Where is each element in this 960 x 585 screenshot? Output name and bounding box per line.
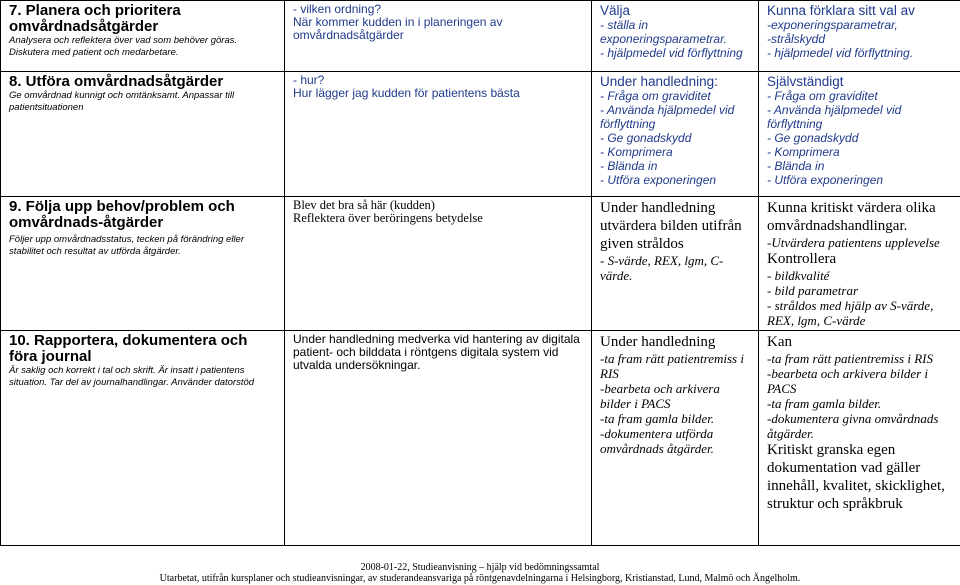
level-line: - S-värde, REX, lgm, C-värde. — [600, 253, 724, 283]
level-line: - Ge gonadskydd — [600, 131, 692, 145]
level-line: Kontrollera — [767, 251, 837, 267]
level-head: Självständigt — [767, 74, 844, 89]
level-cell — [759, 331, 960, 546]
step-cell — [1, 197, 285, 331]
level-line: - Blända in — [600, 159, 658, 173]
question-line: Under handledning medverka vid hantering av digitala patient- och bilddata i röntgens digitala system vid utvalda undersökningar. — [293, 332, 580, 372]
level-line: - Fråga om graviditet — [600, 89, 711, 103]
level-line: -ta fram gamla bilder. — [767, 396, 882, 411]
step-description: Ge omvårdnad kunnigt och omtänksamt. Anpassar till patientsituationen — [9, 90, 235, 113]
level-line: -ta fram rätt patientremiss i RIS — [767, 351, 933, 366]
level-cell — [592, 331, 759, 546]
step-title: 7. Planera och prioritera omvårdnadsåtgärder — [9, 2, 181, 35]
question-line: - hur? — [293, 73, 325, 87]
level-line: - Utföra exponeringen — [767, 173, 884, 187]
question-cell — [285, 331, 592, 546]
table-row — [1, 72, 960, 197]
step-cell — [1, 1, 285, 72]
table-row — [1, 197, 960, 331]
question-cell — [285, 1, 592, 72]
level-head: Under handledning — [600, 334, 716, 350]
level-line: -strålskydd — [767, 32, 826, 46]
level-line: - bild parametrar — [767, 283, 858, 298]
level-head: Under handledning — [600, 200, 716, 216]
step-description: Analysera och reflektera över vad som behöver göras. Diskutera med patient och medarbetare. — [9, 35, 238, 58]
level-line: - hjälpmedel vid förflyttning — [600, 46, 743, 60]
step-title: 10. Rapportera, dokumentera och föra journal — [9, 332, 248, 365]
level-cell — [759, 1, 960, 72]
step-cell — [1, 72, 285, 197]
level-line: - Använda hjälpmedel vid förflyttning — [600, 103, 735, 131]
level-line: -Utvärdera patientens upplevelse — [767, 235, 940, 250]
level-line: - stråldos med hjälp av S-värde, REX, lgm, C-värde — [767, 298, 934, 328]
level-cell — [592, 1, 759, 72]
level-cell — [592, 197, 759, 331]
level-cell — [759, 72, 960, 197]
step-title: 9. Följa upp behov/problem och omvårdnads-åtgärder — [9, 198, 235, 231]
level-line: -bearbeta och arkivera bilder i PACS — [767, 366, 929, 396]
level-line: -bearbeta och arkivera bilder i PACS — [600, 381, 720, 411]
question-cell — [285, 197, 592, 331]
level-head: Kan — [767, 334, 792, 350]
level-line: -ta fram gamla bilder. — [600, 411, 715, 426]
level-line: - Fråga om graviditet — [767, 89, 878, 103]
question-line: Blev det bra så här (kudden) — [293, 198, 435, 212]
question-line: - vilken ordning? — [293, 2, 382, 16]
level-line: -dokumentera utförda omvårdnads åtgärder. — [600, 426, 714, 456]
question-line: När kommer kudden in i planeringen av omvårdnadsåtgärder — [293, 15, 503, 42]
level-cell — [592, 72, 759, 197]
level-line: - Komprimera — [600, 145, 673, 159]
level-line: - Utföra exponeringen — [600, 173, 717, 187]
level-line: - bildkvalité — [767, 268, 830, 283]
question-cell — [285, 72, 592, 197]
level-head: Kunna förklara sitt val av — [767, 3, 915, 18]
level-line: - ställa in exponeringsparametrar. — [600, 18, 727, 46]
question-line: Reflektera över beröringens betydelse — [293, 211, 483, 225]
step-description: Är saklig och korrekt i tal och skrift. Är insatt i patientens situation. Tar del av journalhandlingar. Använder datorstöd — [9, 365, 255, 388]
level-line: - Använda hjälpmedel vid förflyttning — [767, 103, 902, 131]
table-row — [1, 1, 960, 72]
footer-line-2: Utarbetat, utifrån kursplaner och studieanvisningar, av studerandeansvariga på röntgenavdelningarna i Helsingborg, Kristianstad, Lund, Malmö och Ängelholm. — [159, 573, 801, 584]
level-line: -ta fram rätt patientremiss i RIS — [600, 351, 744, 381]
level-head: Under handledning: — [600, 74, 718, 89]
level-head: Välja — [600, 3, 631, 18]
step-title: 8. Utföra omvårdnadsåtgärder — [9, 73, 224, 90]
level-line: - hjälpmedel vid förflyttning. — [767, 46, 914, 60]
level-line: -dokumentera givna omvårdnads åtgärder. — [767, 411, 939, 441]
step-cell — [1, 331, 285, 546]
question-line: Hur lägger jag kudden för patientens bästa — [293, 86, 520, 100]
level-line: - Blända in — [767, 159, 825, 173]
level-line: -exponeringsparametrar, — [767, 18, 898, 32]
level-cell — [759, 197, 960, 331]
table-row — [1, 331, 960, 546]
footer-line-1: 2008-01-22, Studieanvisning – hjälp vid bedömningssamtal — [360, 562, 600, 573]
level-head: Kunna kritiskt värdera olika omvårdnadshandlingar. — [767, 200, 936, 234]
level-line: utvärdera bilden utifrån given stråldos — [600, 218, 742, 252]
level-line: - Komprimera — [767, 145, 840, 159]
level-tail: Kritiskt granska egen dokumentation vad gäller innehåll, kvalitet, skicklighet, struktur och språkbruk — [767, 442, 945, 512]
step-description: Följer upp omvårdnadsstatus, tecken på förändring eller stabilitet och resultat av utförda åtgärder. — [9, 234, 244, 257]
level-line: - Ge gonadskydd — [767, 131, 859, 145]
